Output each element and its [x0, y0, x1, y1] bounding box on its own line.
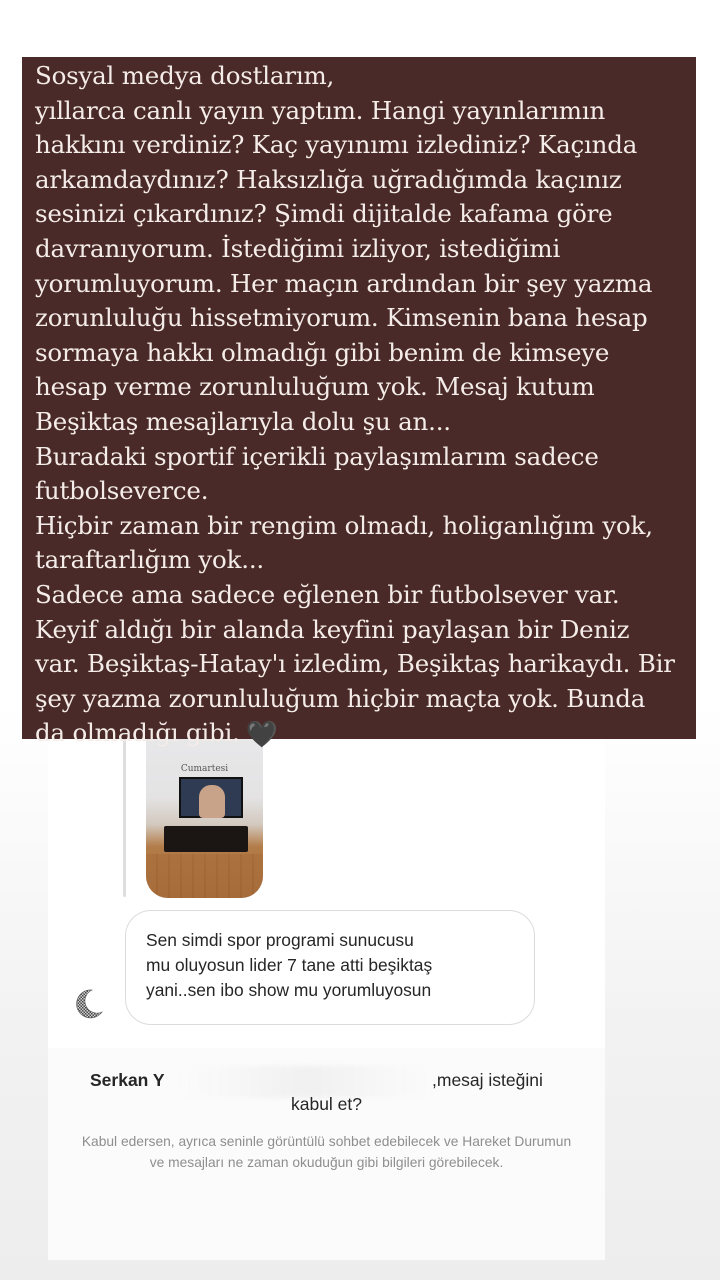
request-accept-question: kabul et? [290, 1094, 363, 1114]
request-text: ,mesaj isteğini [432, 1070, 543, 1090]
story-line: sormaya hakkı olmadığı gibi benim de kimseye [35, 337, 610, 367]
message-line: mu oluyosun lider 7 tane atti beşiktaş [146, 955, 433, 975]
story-line: zorunluluğu hissetmiyorum. Kimsenin bana hesap [35, 303, 648, 333]
media-caption: Cumartesi [180, 764, 229, 774]
story-line: arkamdaydınız? Haksızlığa uğradığımda kaçınız [35, 164, 622, 194]
moon-icon [70, 986, 106, 1022]
message-line: Sen simdi spor programi sunucusu [146, 930, 414, 950]
story-line: Sosyal medya dostlarım, [35, 61, 335, 90]
story-line: taraftarlığım yok... [35, 545, 265, 575]
story-line: yorumluyorum. Her maçın ardından bir şey yazma [35, 268, 653, 298]
story-text-overlay [22, 57, 696, 751]
story-line: Beşiktaş mesajlarıyla dolu şu an... [35, 406, 451, 436]
story-line: Sadece ama sadece eğlenen bir futbolsever var. [35, 579, 620, 609]
story-line: hakkını verdiniz? Kaç yayınımı izlediniz? Kaçında [35, 130, 638, 160]
story-line: şey yazma zorunluluğum hiçbir maçta yok. Bunda [35, 683, 646, 713]
floor-image [146, 854, 263, 898]
story-line: var. Beşiktaş-Hatay'ı izledim, Beşiktaş harikaydı. Bir [35, 649, 675, 679]
story-line: Keyif aldığı bir alanda keyfini paylaşan bir Deniz [35, 614, 630, 644]
story-line-last [35, 716, 684, 753]
story-line: davranıyorum. İstediğimi izliyor, istediğimi [35, 233, 561, 263]
message-request-panel [48, 1048, 605, 1260]
sender-name[interactable]: Serkan Y [90, 1070, 165, 1090]
message-line: yani..sen ibo show mu yorumluyosun [146, 980, 432, 1000]
story-line-text: da olmadığı gibi. [35, 718, 240, 748]
tv-person-figure [199, 785, 225, 818]
incoming-message-bubble[interactable] [125, 910, 535, 1025]
tv-stand-image [164, 826, 248, 852]
story-line: Buradaki sportif içerikli paylaşımlarım sadece [35, 441, 599, 471]
story-line: yıllarca canlı yayın yaptım. Hangi yayınlarımın [35, 95, 606, 125]
story-line: hesap verme zorunluluğum yok. Mesaj kutum [35, 372, 595, 402]
black-heart-icon: 🖤 [245, 720, 278, 751]
story-line: futbolseverce. [35, 476, 209, 506]
request-note: Kabul edersen, ayrıca seninle görüntülü sohbet edebilecek ve Hareket Durumun ve mesajları ne zaman okuduğun gibi bilgileri görebilecek. [81, 1134, 572, 1170]
story-line: sesinizi çıkardınız? Şimdi dijitalde kafama göre [35, 199, 613, 229]
tv-screen-image [179, 777, 243, 818]
story-line: Hiçbir zaman bir rengim olmadı, holiganlığım yok, [35, 510, 653, 540]
